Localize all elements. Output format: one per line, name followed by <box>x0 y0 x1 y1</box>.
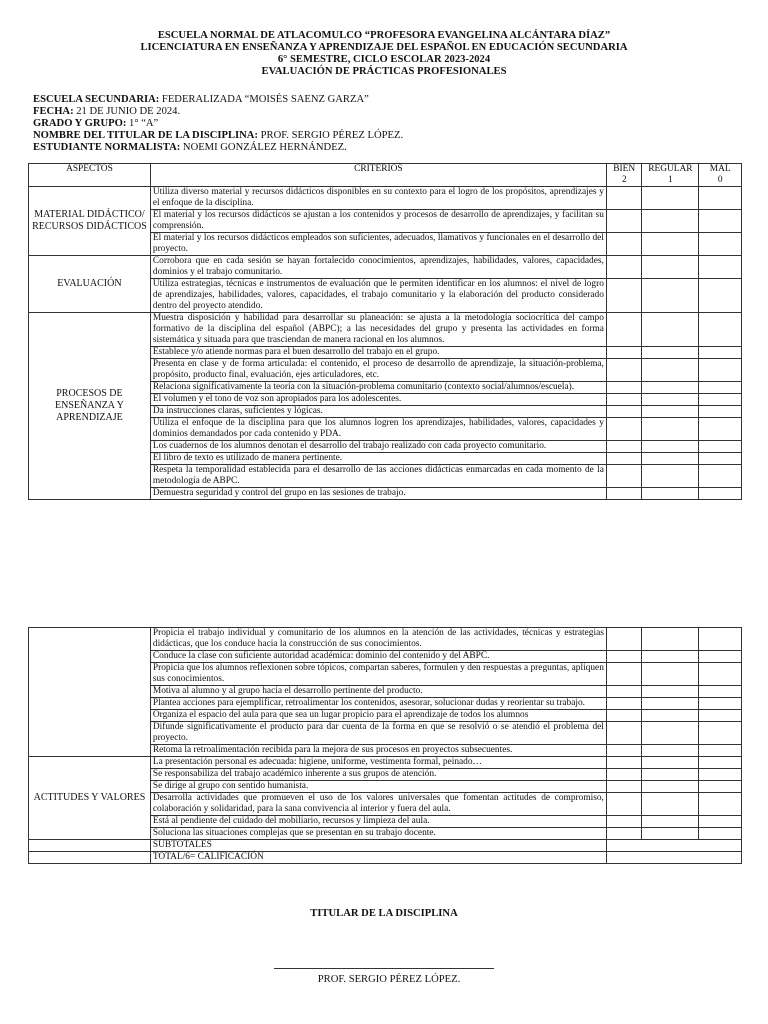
good-score-cell[interactable] <box>606 187 642 210</box>
bad-score-cell[interactable] <box>699 686 742 698</box>
good-score-cell[interactable] <box>606 816 642 828</box>
bad-score-cell[interactable] <box>699 745 742 757</box>
criterion-cell: Demuestra seguridad y control del grupo en las sesiones de trabajo. <box>150 488 606 500</box>
regular-score-cell[interactable] <box>642 347 699 359</box>
good-score-cell[interactable] <box>606 313 642 347</box>
criterion-cell: Utiliza diverso material y recursos didácticos disponibles en su contexto para el logro de los propósitos, aprendizajes y el enfoque de la disciplina. <box>150 187 606 210</box>
criterion-cell: Conduce la clase con suficiente autoridad académica: dominio del contenido y del ABPC. <box>150 651 606 663</box>
regular-score-cell[interactable] <box>642 793 699 816</box>
bad-score-cell[interactable] <box>699 256 742 279</box>
bad-score-cell[interactable] <box>699 828 742 840</box>
good-score: 2 <box>621 175 627 185</box>
total-value-cell[interactable] <box>606 852 741 864</box>
good-header <box>606 164 642 187</box>
date-label: FECHA: <box>33 106 74 117</box>
bad-score-cell[interactable] <box>699 710 742 722</box>
student-row <box>33 142 403 154</box>
regular-score-cell[interactable] <box>642 686 699 698</box>
regular-header <box>642 164 699 187</box>
regular-score-cell[interactable] <box>642 757 699 769</box>
bad-score-cell[interactable] <box>699 233 742 256</box>
criterion-cell: Desarrolla actividades que promueven el uso de los valores universales que fomentan actitudes de compromiso, colaboración y solidaridad, para la sana convivencia al interior y fuera del aula. <box>150 793 606 816</box>
table-row <box>29 628 742 651</box>
regular-score-cell[interactable] <box>642 628 699 651</box>
good-score-cell[interactable] <box>606 256 642 279</box>
good-label: BIEN <box>613 164 636 174</box>
good-score-cell[interactable] <box>606 663 642 686</box>
regular-score-cell[interactable] <box>642 359 699 382</box>
good-score-cell[interactable] <box>606 828 642 840</box>
good-score-cell[interactable] <box>606 488 642 500</box>
regular-score-cell[interactable] <box>642 816 699 828</box>
regular-score-cell[interactable] <box>642 313 699 347</box>
regular-score-cell[interactable] <box>642 781 699 793</box>
regular-label: REGULAR <box>648 164 693 174</box>
bad-score-cell[interactable] <box>699 816 742 828</box>
evaluation-table-1 <box>28 163 742 500</box>
criterion-cell: Plantea acciones para ejemplificar, retroalimentar los contenidos, asesorar, solucionar dudas y reorientar su trabajo. <box>150 698 606 710</box>
grade-row <box>33 118 403 130</box>
bad-label: MAL <box>709 164 731 174</box>
criterion-cell: Corrobora que en cada sesión se hayan fortalecido conocimientos, aprendizajes, habilidades, valores, capacidades, dominios y el trabajo comunitario. <box>150 256 606 279</box>
document-title: EVALUACIÓN DE PRÁCTICAS PROFESIONALES <box>261 66 507 77</box>
regular-score-cell[interactable] <box>642 256 699 279</box>
criterion-cell: Está al pendiente del cuidado del mobiliario, recursos y limpieza del aula. <box>150 816 606 828</box>
regular-score-cell[interactable] <box>642 279 699 313</box>
date-row <box>33 106 403 118</box>
criterion-cell: La presentación personal es adecuada: higiene, uniforme, vestimenta formal, peinado… <box>150 757 606 769</box>
evaluation-table-2 <box>28 627 742 864</box>
criterion-cell: Se dirige al grupo con sentido humanista. <box>150 781 606 793</box>
good-score-cell[interactable] <box>606 722 642 745</box>
titular-row <box>33 130 403 142</box>
aspect-cell: PROCESOS DE ENSEÑANZA Y APRENDIZAJE <box>29 313 151 500</box>
table-row <box>29 256 742 279</box>
titular-label: NOMBRE DEL TITULAR DE LA DISCIPLINA: <box>33 130 258 141</box>
criterion-cell: Da instrucciones claras, suficientes y lógicas. <box>150 406 606 418</box>
criterion-cell: Establece y/o atiende normas para el buen desarrollo del trabajo en el grupo. <box>150 347 606 359</box>
regular-score-cell[interactable] <box>642 769 699 781</box>
titular-value: PROF. SERGIO PÉREZ LÓPEZ. <box>257 130 404 141</box>
bad-score-cell[interactable] <box>699 210 742 233</box>
good-score-cell[interactable] <box>606 279 642 313</box>
bad-score-cell[interactable] <box>699 628 742 651</box>
bad-score-cell[interactable] <box>699 663 742 686</box>
criterion-cell: Muestra disposición y habilidad para desarrollar su planeación: se ajusta a la metodología sociocrítica del campo formativo de la disciplina del español (ABPC); a las necesidades del grupo y presenta las actividades en forma sistemática y situada para que trasciendan de manera racional en los alumnos. <box>150 313 606 347</box>
criterion-cell: Propicia que los alumnos reflexionen sobre tópicos, compartan saberes, formulen y den respuestas a preguntas, apliquen sus conocimientos. <box>150 663 606 686</box>
regular-score-cell[interactable] <box>642 418 699 441</box>
table-row <box>29 313 742 347</box>
signature-line <box>274 968 494 969</box>
good-score-cell[interactable] <box>606 394 642 406</box>
good-score-cell[interactable] <box>606 757 642 769</box>
regular-score-cell[interactable] <box>642 394 699 406</box>
date-value: 21 DE JUNIO DE 2024. <box>73 106 181 117</box>
bad-score-cell[interactable] <box>699 347 742 359</box>
bad-score-cell[interactable] <box>699 279 742 313</box>
info-block <box>33 94 403 154</box>
criterion-cell: Se responsabiliza del trabajo académico inherente a sus grupos de atención. <box>150 769 606 781</box>
regular-score-cell[interactable] <box>642 722 699 745</box>
regular-score-cell[interactable] <box>642 488 699 500</box>
document-header <box>0 30 768 78</box>
criteria-header: CRITERIOS <box>150 164 606 187</box>
good-score-cell[interactable] <box>606 441 642 453</box>
regular-score-cell[interactable] <box>642 663 699 686</box>
good-score-cell[interactable] <box>606 359 642 382</box>
regular-score-cell[interactable] <box>642 698 699 710</box>
criterion-cell: Motiva al alumno y al grupo hacia el desarrollo pertinente del producto. <box>150 686 606 698</box>
good-score-cell[interactable] <box>606 382 642 394</box>
criterion-cell: Propicia el trabajo individual y comunitario de los alumnos en la atención de las actividades, técnicas y estrategias didácticas, que los conduce hacia la construcción de sus conocimientos. <box>150 628 606 651</box>
regular-score-cell[interactable] <box>642 382 699 394</box>
criterion-cell: Retoma la retroalimentación recibida para la mejora de sus procesos en proyectos subsecuentes. <box>150 745 606 757</box>
good-score-cell[interactable] <box>606 745 642 757</box>
school-name: ESCUELA NORMAL DE ATLACOMULCO “PROFESORA EVANGELINA ALCÁNTARA DÍAZ” <box>157 30 611 41</box>
semester: 6° SEMESTRE, CICLO ESCOLAR 2023-2024 <box>277 54 491 65</box>
criterion-cell: Relaciona significativamente la teoría con la situación-problema comunitario (contexto social/alumnos/escuela). <box>150 382 606 394</box>
regular-score-cell[interactable] <box>642 441 699 453</box>
grade-label: GRADO Y GRUPO: <box>33 118 127 129</box>
table-row <box>29 187 742 210</box>
bad-score-cell[interactable] <box>699 698 742 710</box>
regular-score-cell[interactable] <box>642 453 699 465</box>
school-label: ESCUELA SECUNDARIA: <box>33 94 160 105</box>
regular-score-cell[interactable] <box>642 233 699 256</box>
table-row <box>29 757 742 769</box>
bad-header <box>699 164 742 187</box>
signature-name: PROF. SERGIO PÉREZ LÓPEZ. <box>317 974 461 985</box>
criterion-cell: El volumen y el tono de voz son apropiados para los adolescentes. <box>150 394 606 406</box>
regular-score: 1 <box>668 175 673 185</box>
regular-score-cell[interactable] <box>642 651 699 663</box>
criterion-cell: El libro de texto es utilizado de manera pertinente. <box>150 453 606 465</box>
aspect-cell <box>29 628 151 757</box>
criterion-cell: El material y los recursos didácticos se ajustan a los contenidos y procesos de desarrollo de aprendizajes, y facilitan su comprensión. <box>150 210 606 233</box>
empty-aspect-cell <box>29 852 151 864</box>
subtotals-row <box>29 840 742 852</box>
bad-score: 0 <box>717 175 723 185</box>
good-score-cell[interactable] <box>606 233 642 256</box>
bad-score-cell[interactable] <box>699 406 742 418</box>
good-score-cell[interactable] <box>606 347 642 359</box>
criterion-cell: Organiza el espacio del aula para que sea un lugar propicio para el aprendizaje de todos los alumnos <box>150 710 606 722</box>
bad-score-cell[interactable] <box>699 793 742 816</box>
bad-score-cell[interactable] <box>699 394 742 406</box>
good-score-cell[interactable] <box>606 686 642 698</box>
good-score-cell[interactable] <box>606 628 642 651</box>
aspects-header: ASPECTOS <box>29 164 151 187</box>
criterion-cell: El material y los recursos didácticos empleados son suficientes, adecuados, llamativos y funcionales en el desarrollo del proyecto. <box>150 233 606 256</box>
regular-score-cell[interactable] <box>642 406 699 418</box>
bad-score-cell[interactable] <box>699 465 742 488</box>
bad-score-cell[interactable] <box>699 418 742 441</box>
good-score-cell[interactable] <box>606 710 642 722</box>
subtotals-value-cell[interactable] <box>606 840 741 852</box>
bad-score-cell[interactable] <box>699 382 742 394</box>
school-value: FEDERALIZADA “MOISÉS SAENZ GARZA” <box>159 94 369 105</box>
good-score-cell[interactable] <box>606 453 642 465</box>
bad-score-cell[interactable] <box>699 187 742 210</box>
bad-score-cell[interactable] <box>699 313 742 347</box>
bad-score-cell[interactable] <box>699 441 742 453</box>
criterion-cell: Presenta en clase y de forma articulada: el contenido, el proceso de desarrollo de aprendizaje, la situación-problema, propósito, producto final, evaluación, ejes articuladores, etc. <box>150 359 606 382</box>
good-score-cell[interactable] <box>606 406 642 418</box>
good-score-cell[interactable] <box>606 651 642 663</box>
bad-score-cell[interactable] <box>699 757 742 769</box>
regular-score-cell[interactable] <box>642 210 699 233</box>
total-row <box>29 852 742 864</box>
good-score-cell[interactable] <box>606 418 642 441</box>
student-value: NOEMI GONZÁLEZ HERNÁNDEZ. <box>180 142 347 153</box>
good-score-cell[interactable] <box>606 210 642 233</box>
criterion-cell: Los cuadernos de los alumnos denotan el desarrollo del trabajo realizado con cada proyecto comunitario. <box>150 441 606 453</box>
table-header-row <box>29 164 742 187</box>
regular-score-cell[interactable] <box>642 465 699 488</box>
regular-score-cell[interactable] <box>642 187 699 210</box>
subtotals-label: SUBTOTALES <box>150 840 606 852</box>
criterion-cell: Respeta la temporalidad establecida para el desarrollo de las acciones didácticas enmarcadas en cada momento de la metodología de ABPC. <box>150 465 606 488</box>
bad-score-cell[interactable] <box>699 453 742 465</box>
aspect-cell: MATERIAL DIDÁCTICO/ RECURSOS DIDÁCTICOS <box>29 187 151 256</box>
bad-score-cell[interactable] <box>699 359 742 382</box>
empty-aspect-cell <box>29 840 151 852</box>
signature-title: TITULAR DE LA DISCIPLINA <box>310 908 458 919</box>
criterion-cell: Difunde significativamente el producto para dar cuenta de la forma en que se resolvió o se atendió el problema del proyecto. <box>150 722 606 745</box>
bad-score-cell[interactable] <box>699 769 742 781</box>
aspect-cell: EVALUACIÓN <box>29 256 151 313</box>
bad-score-cell[interactable] <box>699 781 742 793</box>
good-score-cell[interactable] <box>606 465 642 488</box>
degree-name: LICENCIATURA EN ENSEÑANZA Y APRENDIZAJE DEL ESPAÑOL EN EDUCACIÓN SECUNDARIA <box>140 42 628 53</box>
regular-score-cell[interactable] <box>642 710 699 722</box>
student-label: ESTUDIANTE NORMALISTA: <box>33 142 181 153</box>
school-row <box>33 94 403 106</box>
good-score-cell[interactable] <box>606 769 642 781</box>
bad-score-cell[interactable] <box>699 488 742 500</box>
good-score-cell[interactable] <box>606 793 642 816</box>
good-score-cell[interactable] <box>606 781 642 793</box>
criterion-cell: Soluciona las situaciones complejas que se presentan en su trabajo docente. <box>150 828 606 840</box>
bad-score-cell[interactable] <box>699 722 742 745</box>
regular-score-cell[interactable] <box>642 745 699 757</box>
total-label: TOTAL/6= CALIFICACIÓN <box>150 852 606 864</box>
good-score-cell[interactable] <box>606 698 642 710</box>
grade-value: 1° “A” <box>126 118 159 129</box>
aspect-cell: ACTITUDES Y VALORES <box>29 757 151 840</box>
criterion-cell: Utiliza el enfoque de la disciplina para que los alumnos logren los aprendizajes, habilidades, valores, capacidades y dominios demandados por cada contenido y PDA. <box>150 418 606 441</box>
regular-score-cell[interactable] <box>642 828 699 840</box>
criterion-cell: Utiliza estrategias, técnicas e instrumentos de evaluación que le permiten identificar en los alumnos: el nivel de logro de aprendizajes, habilidades, valores, capacidades, el trabajo comunitario y la elaboración del producto considerado dentro del proyecto atendido. <box>150 279 606 313</box>
bad-score-cell[interactable] <box>699 651 742 663</box>
